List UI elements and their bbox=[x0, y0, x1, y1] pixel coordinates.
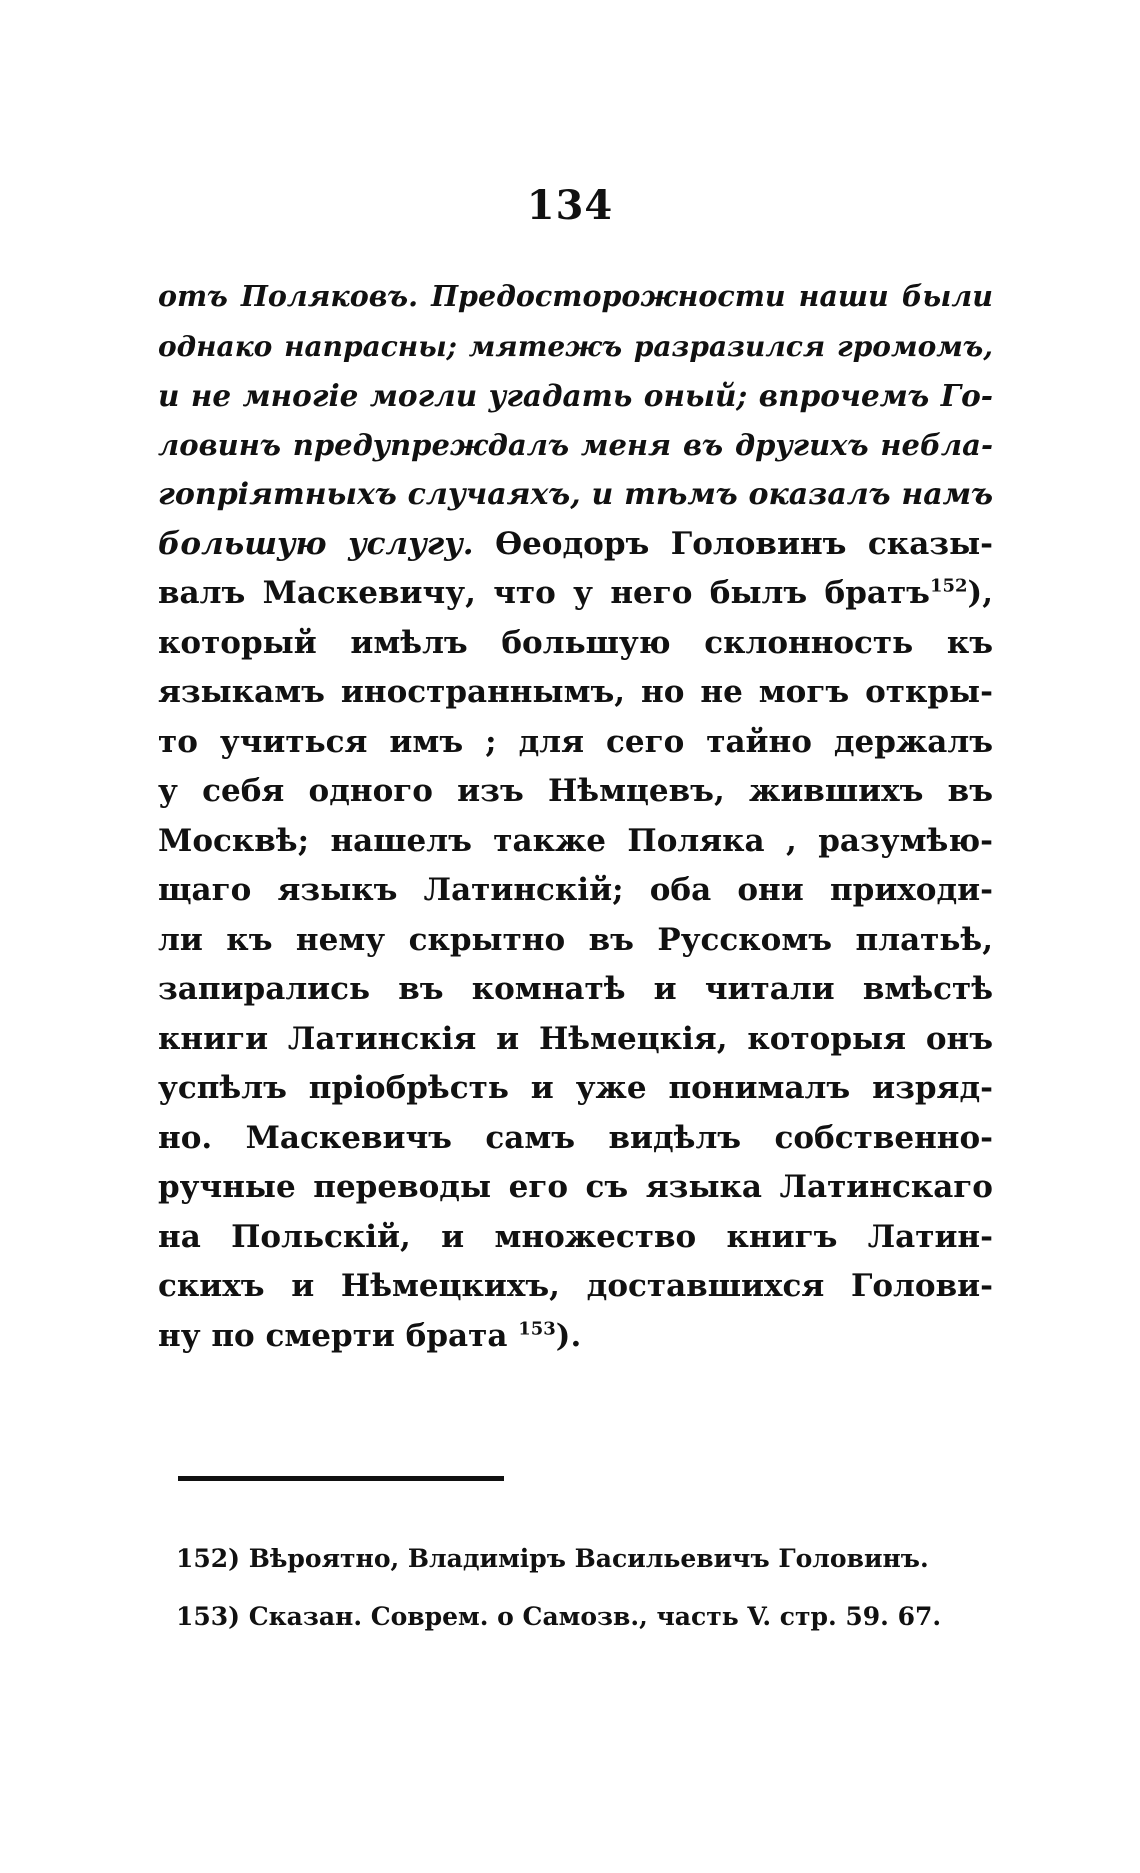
footnote-ref-152: 152 bbox=[929, 575, 968, 597]
text-line: отъ Поляковъ. Предосторожности наши были bbox=[158, 279, 993, 313]
text-line: однако напрасны; мятежъ разразился громомъ, bbox=[158, 329, 993, 363]
text-line: щаго языкъ Латинскій; оба они приходи- bbox=[158, 872, 993, 908]
text-segment: ну по смерти брата bbox=[158, 1317, 519, 1354]
text-line bbox=[158, 1312, 993, 1362]
text-line: то учиться имъ ; для сего тайно держалъ bbox=[158, 723, 993, 760]
text-line bbox=[158, 520, 993, 570]
text-line: книги Латинскія и Нѣмецкія, которыя онъ bbox=[158, 1020, 993, 1057]
text-segment: большую услугу. bbox=[158, 525, 474, 562]
text-line: гопріятныхъ случаяхъ, и тѣмъ оказалъ намъ bbox=[158, 477, 993, 512]
text-line: Москвѣ; нашелъ также Поляка , разумѣю- bbox=[158, 822, 993, 859]
page-number: 134 bbox=[526, 182, 614, 229]
footnote-153: 153) Сказан. Соврем. о Самозв., часть V. стр. 59. 67. bbox=[176, 1602, 942, 1631]
text-line: на Польскій, и множество книгъ Латин- bbox=[158, 1218, 993, 1255]
footnote-divider bbox=[178, 1476, 504, 1481]
footnote-ref-153: 153 bbox=[518, 1318, 556, 1340]
text-line: успѣлъ пріобрѣсть и уже понималъ изряд- bbox=[158, 1070, 993, 1106]
text-line: и не многіе могли угадать оный; впрочемъ Го- bbox=[158, 378, 993, 413]
text-segment: Ѳеодоръ Головинъ сказы- bbox=[495, 525, 994, 562]
text-line: ловинъ предупреждалъ меня въ другихъ небла- bbox=[158, 427, 993, 462]
text-line: языкамъ иностраннымъ, но не могъ откры- bbox=[158, 674, 993, 710]
main-text bbox=[158, 272, 993, 1361]
text-segment: ), bbox=[967, 575, 993, 611]
text-line bbox=[158, 569, 993, 619]
text-line: запирались въ комнатѣ и читали вмѣстѣ bbox=[158, 971, 993, 1007]
footnote-152: 152) Вѣроятно, Владиміръ Васильевичъ Головинъ. bbox=[176, 1544, 929, 1573]
text-line: который имѣлъ большую склонность къ bbox=[158, 624, 993, 661]
text-line: ли къ нему скрытно въ Русскомъ платьѣ, bbox=[158, 921, 993, 958]
text-segment: валъ Маскевичу, что у него былъ братъ bbox=[158, 575, 930, 611]
text-line: у себя одного изъ Нѣмцевъ, жившихъ въ bbox=[158, 773, 993, 809]
text-line: но. Маскевичъ самъ видѣлъ собственно- bbox=[158, 1119, 993, 1156]
text-segment: ). bbox=[555, 1317, 582, 1354]
text-line: скихъ и Нѣмецкихъ, доставшихся Голови- bbox=[158, 1268, 993, 1304]
footnotes bbox=[176, 1530, 996, 1646]
text-line: ручные переводы его съ языка Латинскаго bbox=[158, 1169, 993, 1205]
